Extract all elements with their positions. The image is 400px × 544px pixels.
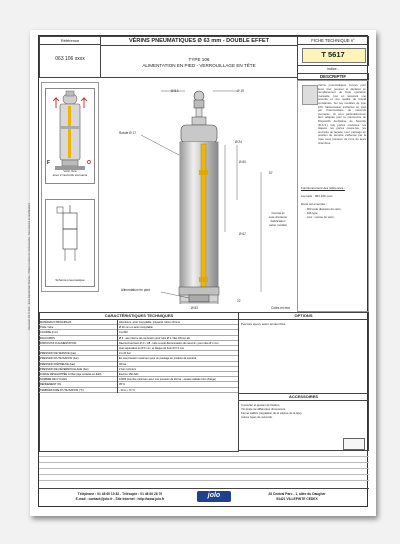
piston-label: Rotule Ø 17 [119,131,137,135]
spec-value: En cas pression maximum pour un passage en position de sécurité [119,357,197,361]
side-note: Document JOLO SAS - Toute reproduction interdite - Photos et cotes non contractuelles - Sous réserve de modifications [28,202,31,330]
dim-top-left: Ø 8.1 [171,89,179,93]
quality-badge [343,438,365,450]
page-title: VÉRINS PNEUMATIQUES Ø 63 mm - DOUBLE EFFET [128,38,270,44]
feed-label: Alimentation en pied [121,288,150,292]
photo-caption-2: avec 2 raccords tournants [52,173,88,177]
technical-sheet [38,35,368,507]
indice: indice - [327,67,339,71]
spec-value: 30 bar [119,362,127,366]
dim-22: 22 [237,299,241,303]
jolo-logo-text: jolo [207,492,221,499]
spec-value: Environ 150 daN [119,373,139,376]
spec-value: 2 bar minimum [119,367,137,371]
dim-60: Ø 60 [239,160,246,164]
units-note: Cotes en mm [271,306,290,310]
spec-value: 3 à 20 bar [119,352,131,356]
course-note-line-4: selon modèle [269,223,287,227]
spec-key: PRESSION DE SERVICE (bar) [40,352,76,356]
spec-key: TIGE / tube [40,326,54,330]
schema-caption: Schéma pneumatique [55,278,85,282]
spec-value: Raccord tournant Ø 4 x 1/8 - tube à cette dénomination de raccord - pour tube Ø 4 mm [119,341,219,345]
letter-f: F [47,160,51,166]
accessory-line-1: Consulter et ajustez de fixation, [241,403,281,407]
specs-title: CARACTÉRISTIQUES TECHNIQUES [104,313,174,318]
spec-key: PRESSION D'UTILISATION (bar) [40,357,79,361]
course-note-line-2: cote d'enlever [268,215,288,219]
spec-key: FORCE DÉVELOPPÉE Á 6bar (tige sortante en daN) [40,373,102,376]
document-page [30,30,376,516]
spec-value: - 20 à + 70 °C [119,388,136,392]
fiche-number: T 5617 [321,50,345,59]
option-line-1: - 063 code diamètre du vérin, [305,207,342,211]
footer-address-2: 93421 VILLEPINTE CEDEX [276,497,318,501]
accessory-line-4: Autres types de raccords. [241,415,273,419]
fiche-label: FICHE TECHNIQUE n° [311,38,355,43]
reference-value: 063 106 xxxx [55,56,85,62]
course-note-line-1: Course et [271,211,285,215]
example-value: exemple : 063 106 xxxx [301,194,333,198]
accessories-title: ACCESSOIRES [288,394,319,399]
spec-key: PRESSION D'ÉPREUVE (bar) [40,362,76,366]
spec-value: 95 % [119,383,125,387]
accessory-line-2: Vis droite de différentes dimensions, [241,407,286,411]
reference-label: Référence [60,38,80,43]
dim-bottom: Ø 83 [191,306,198,310]
spec-value: Aluminium, acier inoxydable, polyamid, laiton chrome [119,321,181,324]
spec-key: DISPOSITIF D'ALIMENTATION [40,341,77,345]
spec-key: MATÉRIAUX PRINCIPAUX [40,321,72,324]
options-label: Dans cet exemple : [301,202,327,206]
type-line: TYPE 106 [188,57,210,62]
dim-67: Ø 67 [239,232,246,236]
cylinder-drawing [101,82,297,304]
dim-24: Ø 24 [235,140,242,144]
course-note [261,211,295,227]
spec-row [39,388,239,393]
option-line-3: - xxxx : course du vérin. [305,215,335,219]
options-text: Peinture époxy selon teintes RAL [241,322,286,326]
course-note-line-3: Fabrication [270,219,286,223]
spec-value: 0 à 600 [119,331,128,335]
option-line-2: - 106 type, [305,211,319,215]
spec-value: Ø 20 mm en acier inoxydable [119,326,153,330]
spec-value: 10000 (nombre minimum avec une pression de 20 bar - essais réalisés hors charge) [119,378,216,382]
letter-o: O [87,160,91,166]
spec-key: COURSE (mm) [40,331,58,335]
descriptif-label: DESCRIPTIF [319,74,347,79]
pneumatic-schema [45,199,95,287]
spec-key: RENDEMENT (%) [40,383,62,387]
spec-key: PRESSION DE DÉVERROUILLAGE (bar) [40,367,89,371]
spec-value: Ø 4 - axe interne de connexion pour tube Ø 4 / filet 1/8 sur alu [119,336,191,340]
example-label: Fonctionnement des références : [301,186,345,190]
spec-key: NOMBRE DE CYCLES [40,378,67,382]
accessory-line-3: Fermé calibré (régulation de la vitesse de la tige), [241,411,303,415]
dim-top-right: Ø 19 [237,89,244,93]
dim-57: 57 [269,171,273,175]
footer-phone: Téléphone : 01 48 60 10 82 - Télécopie : 01 48 60 26 70 [77,492,163,496]
footer-address-1: 26 Central Parc - 1, allée du Daugher [268,492,326,496]
subtitle: ALIMENTATION EN PIED - VERROUILLAGE EN TÊTE [142,63,256,68]
description-text: Vérins pneumatiques conçus pour lever, tirer, pousser et déplacer en remplacement de toute opération manuelle, tout en assurant une sécurité et une qualité de travail constantes. Sur les modèles de type 106, l'alimentation s'effectue en pied par l'intermédiaire de raccords tournants. Ils sont particulièrement bien adaptés pour la manoeuvre de Dispositifs Auxiliaires de Sécurité (D.A.S.) tels portes coulisses, les clapets, les portes coupe-feu, les ouvrants de façade. Leur passage en position de sécurité s'effectue par la mise sous pression de l'une de leurs chambres. [318,83,366,145]
spec-key: TEMPÉRATURE D'UTILISATION (°C) [40,388,84,392]
spec-value: avec équivalent en Ø 6 mm, et disque de frein Ø 6 3 mm [119,347,185,350]
description-illustration [302,85,318,105]
options-title: OPTIONS [294,313,313,318]
spec-key: RACCORDS [40,336,55,340]
photo-caption-1: Vérin livré [63,169,77,173]
footer-email: E-mail : contact@jolo.fr - Site internet : http://www.jolo.fr [75,497,165,501]
